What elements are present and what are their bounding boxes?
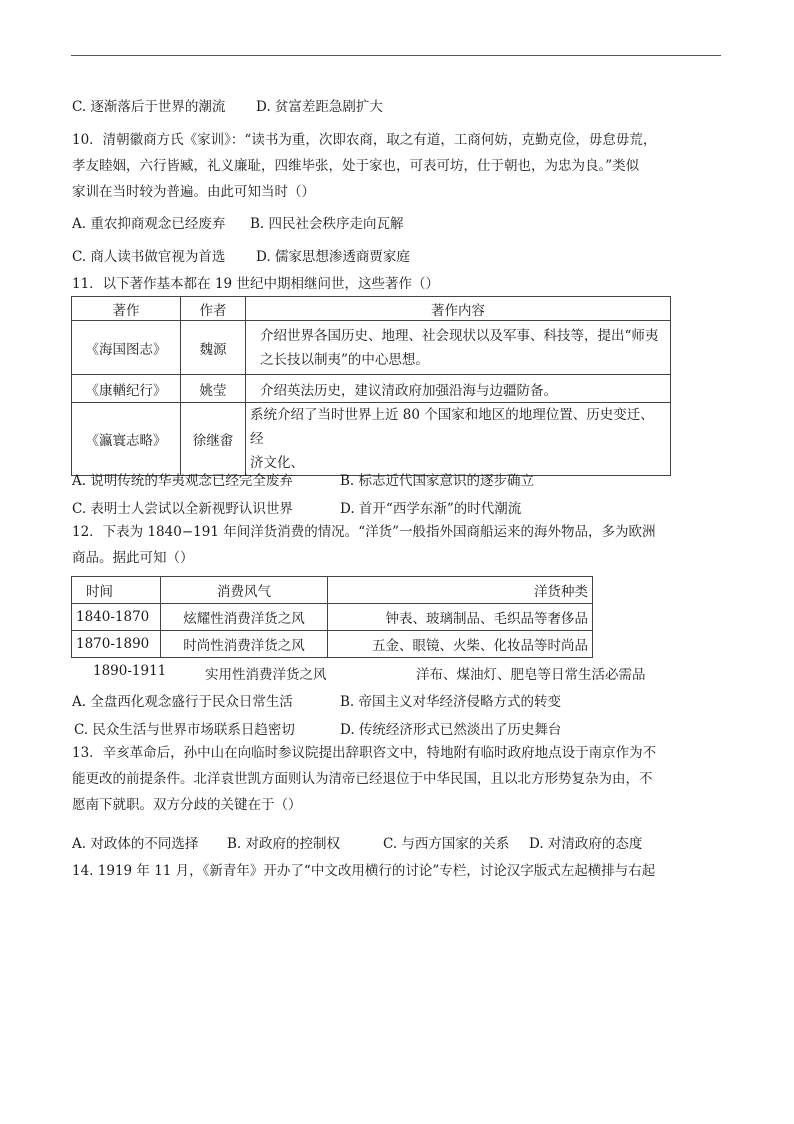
cell-line: 济文化、	[250, 455, 304, 471]
option-b: B. 标志近代国家意识的逐步确立	[340, 473, 535, 489]
question-11: 11．以下著作基本都在 19 世纪中期相继问世，这些著作（）	[72, 276, 439, 292]
table-cell	[246, 321, 671, 375]
table-row	[72, 403, 671, 476]
table-cell: 《康輶纪行》	[72, 375, 181, 403]
table-cell	[246, 403, 671, 476]
option-d: D. 首开“西学东渐”的时代潮流	[340, 501, 522, 517]
question-line: 愿南下就职。双方分歧的关键在于（）	[72, 797, 302, 813]
option-b: B. 对政府的控制权	[227, 836, 341, 852]
table-cell: 魏源	[181, 321, 246, 375]
table-header-row	[72, 577, 593, 604]
table-cell: 时尚性消费洋货之风	[161, 631, 328, 658]
goods-table	[71, 576, 593, 658]
option-a: A. 重农抑商观念已经废弃	[72, 216, 226, 232]
question-14: 14. 1919 年 11 月，《新青年》开办了“中文改用横行的讨论”专栏，讨论汉字版式左起横排与右起	[72, 863, 656, 879]
option-c: C. 表明士人尝试以全新视野认识世界	[72, 501, 293, 517]
cell-line: 介绍世界各国历史、地理、社会现状以及军事、科技等，提出“师夷	[260, 327, 659, 344]
works-table	[71, 296, 671, 476]
option-c: C. 商人读书做官视为首选	[72, 249, 226, 265]
table-header: 消费风气	[161, 577, 328, 604]
table-header-row	[72, 297, 671, 321]
option-d: D. 儒家思想渗透商贾家庭	[256, 249, 410, 265]
option-a: A. 对政体的不同选择	[72, 836, 199, 852]
question-line: 10．清朝徽商方氏《家训》：“读书为重，次即农商，取之有道，工商何妨，克勤克俭，毋怠毋荒，	[72, 132, 657, 148]
question-line: 家训在当时较为普遍。由此可知当时（）	[72, 184, 315, 200]
question-line: 能更改的前提条件。北洋袁世凯方面则认为清帝已经退位于中华民国，且以北方形势复杂为由，不	[72, 771, 653, 787]
table-row	[72, 631, 593, 658]
option-c: C. 与西方国家的关系	[383, 836, 510, 852]
option-c: C. 民众生活与世界市场联系日趋密切	[74, 722, 295, 738]
option-a: A. 全盘西化观念盛行于民众日常生活	[72, 694, 293, 710]
table-cell: 1840-1870	[72, 604, 161, 631]
table-extra-kinds: 洋布、煤油灯、肥皂等日常生活必需品	[416, 667, 646, 683]
table-header: 作者	[181, 297, 246, 321]
header-rule	[71, 55, 721, 56]
question-13	[72, 740, 694, 818]
option-d: D. 贫富差距急剧扩大	[256, 99, 383, 115]
table-cell: 钟表、玻璃制品、毛织品等奢侈品	[328, 604, 593, 631]
cell-line: 系统介绍了当时世界上近 80 个国家和地区的地理位置、历史变迁、经	[250, 407, 654, 447]
question-line: 商品。据此可知（）	[72, 550, 194, 566]
table-row	[72, 375, 671, 403]
table-cell: 五金、眼镜、火柴、化妆品等时尚品	[328, 631, 593, 658]
question-10	[72, 127, 694, 205]
table-cell: 炫耀性消费洋货之风	[161, 604, 328, 631]
table-header: 著作内容	[246, 297, 671, 321]
option-b: B. 四民社会秩序走向瓦解	[250, 216, 404, 232]
question-line: 孝友睦姻，六行皆臧，礼义廉耻，四维毕张，处于家也，可表可坊，仕于朝也，为忠为良。”类似	[72, 158, 640, 174]
table-row	[72, 604, 593, 631]
option-b: B. 帝国主义对华经济侵略方式的转变	[340, 694, 562, 710]
question-line: 13．辛亥革命后，孙中山在向临时参议院提出辞职咨文中，特地附有临时政府地点设于南京作为不	[72, 745, 657, 761]
option-d: D. 对清政府的态度	[529, 836, 643, 852]
table-header: 洋货种类	[328, 577, 593, 604]
table-extra-time: 1890-1911	[93, 663, 167, 679]
table-cell: 介绍英法历史，建议清政府加强沿海与边疆防备。	[246, 375, 671, 403]
cell-line: 之长技以制夷”的中心思想。	[260, 351, 429, 368]
option-a: A. 说明传统的华夷观念已经完全废弃	[72, 473, 293, 489]
table-cell: 姚莹	[181, 375, 246, 403]
table-cell: 《瀛寰志略》	[72, 403, 181, 476]
table-header: 时间	[72, 577, 161, 604]
option-c: C. 逐渐落后于世界的潮流	[72, 99, 226, 115]
question-line: 12．下表为 1840−191 年间洋货消费的情况。“洋货”一般指外国商船运来的海外物品，多为欧洲	[72, 524, 656, 540]
table-cell: 徐继畬	[181, 403, 246, 476]
table-extra-style: 实用性消费洋货之风	[205, 667, 327, 683]
table-header: 著作	[72, 297, 181, 321]
option-d: D. 传统经济形式已然淡出了历史舞台	[340, 722, 562, 738]
table-row	[72, 321, 671, 375]
question-12	[72, 519, 694, 571]
table-cell: 1870-1890	[72, 631, 161, 658]
table-cell: 《海国图志》	[72, 321, 181, 375]
